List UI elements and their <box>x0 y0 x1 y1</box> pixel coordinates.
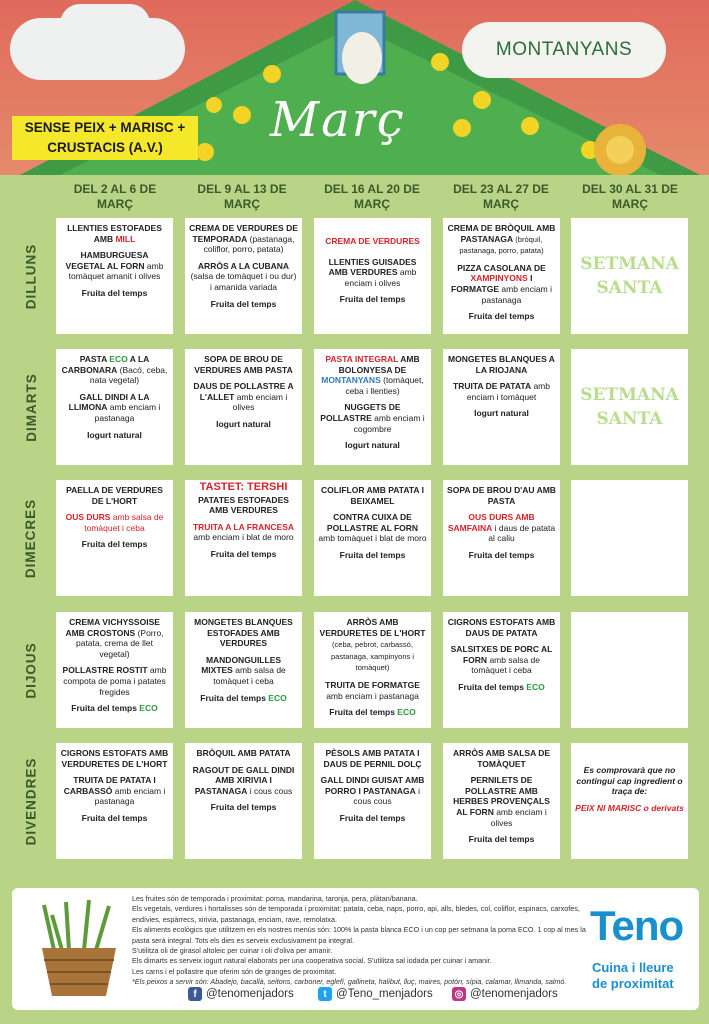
menu-cell: CREMA DE VERDURES LLENTIES GUISADES AMB VERDURES amb enciam i olives Fruita del temps <box>314 218 431 334</box>
menu-cell: PÈSOLS AMB PATATA I DAUS DE PERNIL DOLÇ GALL DINDI GUISAT AMB PORRO I PASTANAGA i cous cous Fruita del temps <box>314 743 431 859</box>
menu-cell: ARRÒS AMB SALSA DE TOMÀQUET PERNILETS DE POLLASTRE AMB HERBES PROVENÇALS AL FORN amb enciam i olives Fruita del temps <box>443 743 560 859</box>
week-header: DEL 2 AL 6 DE MARÇ <box>73 182 157 211</box>
day-label: DIJOUS <box>23 641 39 699</box>
week-header: DEL 9 AL 13 DE MARÇ <box>197 182 287 211</box>
location-badge: MONTANYANS <box>462 22 666 78</box>
menu-cell: PASTA ECO A LA CARBONARA (Bacó, ceba, nata vegetal) GALL DINDI A LA LLIMONA amb enciam i pastanaga Iogurt natural <box>56 349 173 465</box>
brand-tagline: Cuina i lleure de proximitat <box>592 960 674 991</box>
menu-cell: MONGETES BLANQUES ESTOFADES AMB VERDURES MANDONGUILLES MIXTES amb salsa de tomàquet i ceba Fruita del temps ECO <box>185 612 302 728</box>
footer-notes: Les fruites són de temporada i proximitat: poma, mandarina, taronja, pera, plàtan/banana. Els vegetals, verdures i hortalisses són de temporada i proximitat: patata, ceba, naps, porro, api, alls, bledes, col, coliflor, espinacs, carxofes, endívies, espàrrecs, xirivia, pastanaga, enciam, rave, remolatxa. Els aliments ecològics que utilitzem en els nostres menús són: 100% la pasta blanca ECO i un cop per setmana la poma ECO. 1 cop al mes la pasta serà integral. Tots els dies es serveix exclusivament pa integral. S'utilitza oli de girasol altoleic per cuinar i oli d'oliva per amanir. Els dimarts es serveix iogurt natural elaborats per una cooperativa social. S'utilitza sal iodada per cuinar i amanir. Les carns i el pollastre que oferim són de granges de proximitat. *Els peixos a servir són: Abadejo, bacallà, seitons, carboner, eglefí, gallineta, halibut, lluç, maires, potón, sípia, calamar, llimanda, salmó. <box>132 894 586 987</box>
footer <box>12 888 699 1010</box>
diet-label: SENSE PEIX + MARISC + CRUSTACIS (A.V.) <box>12 116 198 160</box>
day-label: DILLUNS <box>23 243 39 309</box>
menu-cell: TASTET: TERSHI PATATES ESTOFADES AMB VERDURES TRUITA A LA FRANCESA amb enciam i blat de moro Fruita del temps <box>185 480 302 596</box>
week-header: DEL 16 AL 20 DE MARÇ <box>324 182 420 211</box>
week-header: DEL 23 AL 27 DE MARÇ <box>453 182 549 211</box>
menu-cell: PAELLA DE VERDURES DE L'HORT OUS DURS amb salsa de tomàquet i ceba Fruita del temps <box>56 480 173 596</box>
empty-cell <box>571 480 688 596</box>
menu-cell: LLENTIES ESTOFADES AMB MILL HAMBURGUESA VEGETAL AL FORN amb tomàquet amanit i olives Fruita del temps <box>56 218 173 334</box>
social-twitter[interactable]: t @Teno_menjadors <box>318 987 433 1001</box>
header <box>0 0 709 175</box>
menu-cell: CIGRONS ESTOFATS AMB DAUS DE PATATA SALSITXES DE PORC AL FORN amb salsa de tomàquet i ceba Fruita del temps ECO <box>443 612 560 728</box>
holiday-cell: SETMANA SANTA <box>571 218 688 334</box>
menu-cell: MONGETES BLANQUES A LA RIOJANA TRUITA DE PATATA amb enciam i tomàquet Iogurt natural <box>443 349 560 465</box>
day-label: DIMECRES <box>23 498 39 578</box>
menu-cell: CREMA DE VERDURES DE TEMPORADA (pastanaga, coliflor, porro, patata) ARRÒS A LA CUBANA (salsa de tomàquet i ou dur) i amanida variada Fruita del temps <box>185 218 302 334</box>
menu-cell: PASTA INTEGRAL AMB BOLONYESA DE MONTANYANS (tomàquet, ceba i llenties) NUGGETS DE POLLASTRE amb enciam i cogombre Iogurt natural <box>314 349 431 465</box>
menu-cell: CIGRONS ESTOFATS AMB VERDURETES DE L'HORT TRUITA DE PATATA I CARBASSÓ amb enciam i pastanaga Fruita del temps <box>56 743 173 859</box>
menu-cell: COLIFLOR AMB PATATA I BEIXAMEL CONTRA CUIXA DE POLLASTRE AL FORN amb tomàquet i blat de moro Fruita del temps <box>314 480 431 596</box>
basket-illustration <box>34 900 124 1000</box>
day-label: DIMARTS <box>23 372 39 442</box>
menu-cell: SOPA DE BROU D'AU AMB PASTA OUS DURS AMB SAMFAINA i daus de patata al caliu Fruita del temps <box>443 480 560 596</box>
menu-cell: ARRÒS AMB VERDURETES DE L'HORT (ceba, pebrot, carbassó, pastanaga, xampinyons i tomàquet) TRUITA DE FORMATGE amb enciam i pastanaga Fruita del temps ECO <box>314 612 431 728</box>
day-label: DIVENDRES <box>23 757 39 845</box>
facebook-icon: f <box>188 987 202 1001</box>
menu-cell: BRÒQUIL AMB PATATA RAGOUT DE GALL DINDI AMB XIRIVIA I PASTANAGA i cous cous Fruita del temps <box>185 743 302 859</box>
allergen-note: Es comprovarà que no contingui cap ingredient o traça de: PEIX NI MARISC o derivats <box>571 743 688 859</box>
menu-cell: CREMA DE BRÒQUIL AMB PASTANAGA (bròquil, pastanaga, porro, patata) PIZZA CASOLANA DE XAMPINYONS I FORMATGE amb enciam i pastanaga Fruita del temps <box>443 218 560 334</box>
page-title: Març <box>270 92 406 148</box>
week-header: DEL 30 AL 31 DE MARÇ <box>582 182 678 211</box>
social-instagram[interactable]: ◎ @tenomenjadors <box>452 987 558 1001</box>
social-facebook[interactable]: f @tenomenjadors <box>188 987 294 1001</box>
brand-logo: Teno <box>590 902 684 949</box>
holiday-cell: SETMANA SANTA <box>571 349 688 465</box>
menu-cell: CREMA VICHYSSOISE AMB CROSTONS (Porro, patata, crema de llet vegetal) POLLASTRE ROSTIT amb compota de poma i patates fregides Fruita del temps ECO <box>56 612 173 728</box>
cloud <box>60 4 150 44</box>
menu-cell: SOPA DE BROU DE VERDURES AMB PASTA DAUS DE POLLASTRE A L'ALLET amb enciam i olives Iogurt natural <box>185 349 302 465</box>
instagram-icon: ◎ <box>452 987 466 1001</box>
empty-cell <box>571 612 688 728</box>
twitter-icon: t <box>318 987 332 1001</box>
